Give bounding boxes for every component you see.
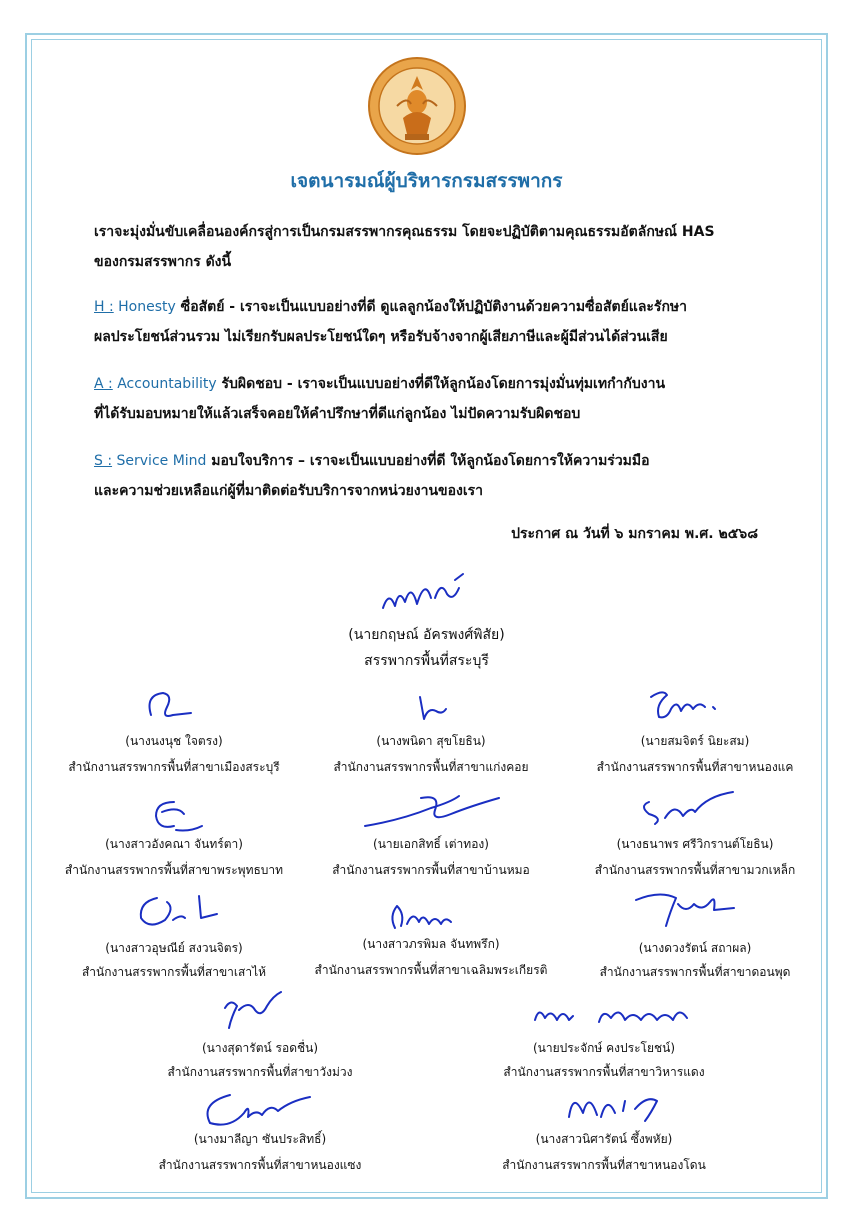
signatory-name: (นางสาวนิศารัตน์ ซึ้งพหัย) <box>535 1132 673 1146</box>
signatory-block <box>301 788 561 883</box>
signatory-name: (นายเอกสิทธิ์ เต่าทอง) <box>373 837 489 851</box>
value-key <box>94 453 206 469</box>
signatory-name: (นางมาลีญา ซันประสิทธิ์) <box>193 1132 327 1146</box>
signatory-block <box>464 1083 724 1178</box>
signatory-block <box>44 888 304 983</box>
signatory-name: (นางสาวอุษณีย์ สงวนจิตร) <box>105 941 243 955</box>
signatory-block <box>301 685 561 780</box>
signatory-block <box>464 990 724 1085</box>
signatory-name: (นางสาวภรพิมล จันทพรึก) <box>362 937 500 951</box>
intro-line-1: เราจะมุ่งมั่นขับเคลื่อนองค์กรสู่การเป็นกรมสรรพากรคุณธรรม โดยจะปฏิบัติตามคุณธรรมอัตลักษณ์ HAS <box>94 224 715 240</box>
announcement-date: ประกาศ ณ วันที่ ๖ มกราคม พ.ศ. ๒๕๖๘ <box>511 526 758 542</box>
value-line-2: ที่ได้รับมอบหมายให้แล้วเสร็จคอยให้คำปรึกษาที่ดีแก่ลูกน้อง ไม่ปัดความรับผิดชอบ <box>94 406 581 422</box>
signatory-office: สำนักงานสรรพากรพื้นที่สาขาเฉลิมพระเกียรติ <box>314 963 548 977</box>
signatory-office: สำนักงานสรรพากรพื้นที่สาขาหนองโดน <box>502 1158 706 1172</box>
value-line-2: ผลประโยชน์ส่วนรวม ไม่เรียกรับผลประโยชน์ใดๆ หรือรับจ้างจากผู้เสียภาษีและผู้มีส่วนได้ส่วนเสีย <box>94 329 668 345</box>
signatory-block <box>44 685 304 780</box>
signatory-office: สำนักงานสรรพากรพื้นที่สาขาดอนพุด <box>599 965 791 979</box>
signatory-name: (นางธนาพร ศรีวิกรานต์โยธิน) <box>616 837 774 851</box>
signatory-block <box>44 788 304 883</box>
signature-icon <box>144 792 214 834</box>
intro-paragraph <box>94 217 794 277</box>
signature-icon <box>630 888 745 932</box>
signatory-block <box>565 788 825 883</box>
intro-line-2: ของกรมสรรพากร ดังนี้ <box>94 254 232 270</box>
signatory-block <box>130 990 390 1085</box>
signatory-office: สำนักงานสรรพากรพื้นที่สาขาเสาไห้ <box>81 965 267 979</box>
value-honesty <box>94 292 794 352</box>
signature-icon <box>190 1083 320 1133</box>
signatory-office: สำนักงานสรรพากรพื้นที่สาขาวิหารแดง <box>503 1065 705 1079</box>
signature-icon <box>559 1083 674 1127</box>
signatory-office: สำนักงานสรรพากรพื้นที่สาขาหนองแค <box>596 760 794 774</box>
signatory-office: สำนักงานสรรพากรพื้นที่สาขาบ้านหมอ <box>332 863 530 877</box>
signatory-block <box>130 1083 390 1178</box>
signature-icon <box>383 898 463 932</box>
signature-icon <box>129 888 229 932</box>
signatory-block <box>565 888 825 983</box>
value-letter: A : <box>94 376 113 392</box>
value-letter: H : <box>94 299 114 315</box>
signature-icon <box>139 685 209 725</box>
chief-signatory <box>0 622 853 674</box>
signatory-name: (นางสาวอังคณา จันทร์ตา) <box>105 837 243 851</box>
value-key <box>94 299 176 315</box>
signature-icon <box>406 693 456 723</box>
signatory-name: (นายสมจิตร์ นิยะสม) <box>640 734 750 748</box>
revenue-department-seal-icon <box>367 56 467 156</box>
signatory-office: สำนักงานสรรพากรพื้นที่สาขาเมืองสระบุรี <box>68 760 280 774</box>
signatory-office: สรรพากรพื้นที่สระบุรี <box>364 653 489 669</box>
value-line-2: และความช่วยเหลือแก่ผู้ที่มาติดต่อรับบริการจากหน่วยงานของเรา <box>94 483 484 499</box>
value-keyword: Accountability <box>112 376 217 392</box>
signature-icon <box>215 990 290 1034</box>
signatory-office: สำนักงานสรรพากรพื้นที่สาขาพระพุทธบาท <box>64 863 284 877</box>
chief-signature-icon <box>375 568 480 618</box>
value-line-1: ซื่อสัตย์ - เราจะเป็นแบบอย่างที่ดี ดูแลลูกน้องให้ปฏิบัติงานด้วยความซื่อสัตย์และรักษา <box>175 299 688 315</box>
signatory-name: (นายกฤษณ์ อัครพงศ์พิสัย) <box>348 627 505 643</box>
signatory-office: สำนักงานสรรพากรพื้นที่สาขาหนองแซง <box>158 1158 362 1172</box>
signatory-name: (นางนงนุช ใจตรง) <box>125 734 223 748</box>
signatory-block <box>293 888 553 983</box>
signatory-block <box>565 685 825 780</box>
value-line-1: รับผิดชอบ - เราจะเป็นแบบอย่างที่ดีให้ลูกน้องโดยการมุ่งมั่นทุ่มเทกำกับงาน <box>216 376 666 392</box>
signatory-office: สำนักงานสรรพากรพื้นที่สาขาวังม่วง <box>167 1065 353 1079</box>
value-service-mind <box>94 446 794 506</box>
signature-icon <box>635 788 740 830</box>
signatory-name: (นางดวงรัตน์ สถาผล) <box>638 941 752 955</box>
value-key <box>94 376 217 392</box>
value-letter: S : <box>94 453 113 469</box>
document-title: เจตนารมณ์ผู้บริหารกรมสรรพากร <box>290 170 563 192</box>
signatory-office: สำนักงานสรรพากรพื้นที่สาขาแก่งคอย <box>333 760 529 774</box>
value-keyword: Honesty <box>113 299 176 315</box>
signatory-name: (นางสุดารัตน์ รอดชื่น) <box>201 1041 319 1055</box>
signature-icon <box>529 998 704 1028</box>
signatory-office: สำนักงานสรรพากรพื้นที่สาขามวกเหล็ก <box>594 863 796 877</box>
value-accountability <box>94 369 794 429</box>
signatory-name: (นายประจักษ์ คงประโยชน์) <box>532 1041 676 1055</box>
value-line-1: มอบใจบริการ – เราจะเป็นแบบอย่างที่ดี ให้ลูกน้องโดยการให้ความร่วมมือ <box>206 453 650 469</box>
value-keyword: Service Mind <box>112 453 207 469</box>
signatory-name: (นางพนิดา สุขโยธิน) <box>376 734 486 748</box>
signature-icon <box>645 685 725 725</box>
signature-icon <box>361 788 506 833</box>
